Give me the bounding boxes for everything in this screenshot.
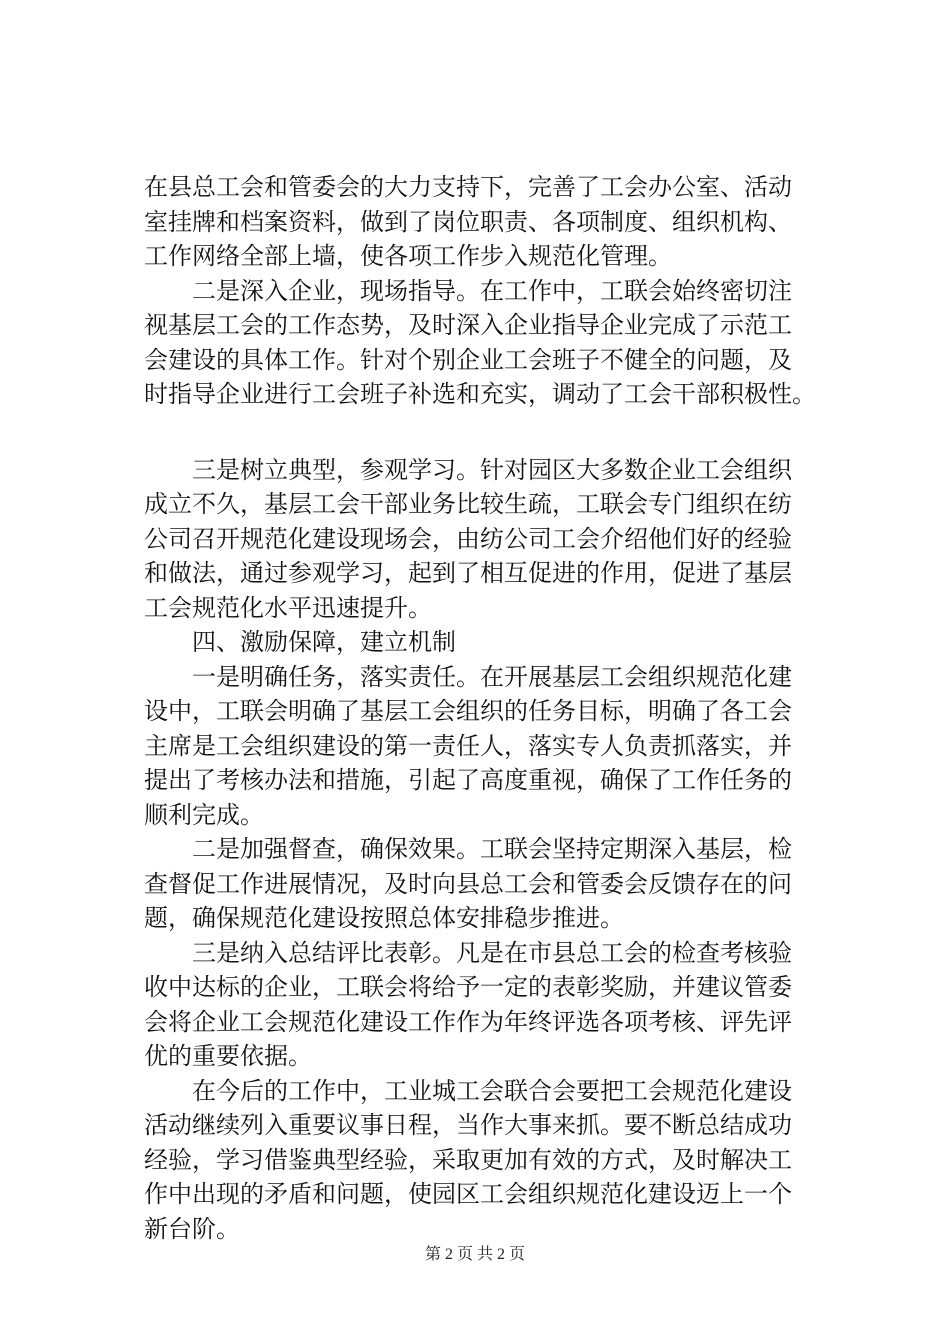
paragraph-start-line: 在今后的工作中，工业城工会联合会要把工会规范化建设 — [192, 1076, 792, 1105]
text-line: 公司召开规范化建设现场会，由纺公司工会介绍他们好的经验 — [144, 524, 792, 553]
paragraph-start-line: 二是加强督查，确保效果。工联会坚持定期深入基层，检 — [192, 835, 792, 863]
text-line: 在县总工会和管委会的大力支持下，完善了工会办公室、活动 — [144, 173, 792, 201]
paragraph-start-line: 二是深入企业，现场指导。在工作中，工联会始终密切注 — [192, 276, 792, 305]
text-line: 作中出现的矛盾和问题，使园区工会组织规范化建设迈上一个 — [144, 1180, 792, 1208]
text-line: 优的重要依据。 — [144, 1042, 312, 1070]
text-line: 工会规范化水平迅速提升。 — [144, 593, 432, 622]
text-line: 和做法，通过参观学习，起到了相互促进的作用，促进了基层 — [144, 559, 792, 587]
text-line: 会将企业工会规范化建设工作作为年终评选各项考核、评先评 — [144, 1007, 792, 1036]
document-body — [144, 170, 844, 1246]
text-line: 新台阶。 — [144, 1214, 240, 1243]
text-line: 提出了考核办法和措施，引起了高度重视，确保了工作任务的 — [144, 766, 792, 794]
text-line: 时指导企业进行工会班子补选和充实，调动了工会干部积极性。 — [144, 380, 816, 408]
text-line: 题，确保规范化建设按照总体安排稳步推进。 — [144, 904, 624, 932]
text-line: 会建设的具体工作。针对个别企业工会班子不健全的问题，及 — [144, 345, 792, 374]
paragraph-start-line: 三是树立典型，参观学习。针对园区大多数企业工会组织 — [192, 455, 792, 484]
paragraph-gap — [144, 412, 844, 453]
paragraph-start-line: 一是明确任务，落实责任。在开展基层工会组织规范化建 — [192, 662, 792, 691]
text-line: 查督促工作进展情况，及时向县总工会和管委会反馈存在的问 — [144, 869, 792, 898]
text-line: 主席是工会组织建设的第一责任人，落实专人负责抓落实，并 — [144, 731, 792, 760]
text-line: 顺利完成。 — [144, 800, 264, 829]
text-line: 活动继续列入重要议事日程，当作大事来抓。要不断总结成功 — [144, 1111, 792, 1139]
page-number-footer: 第 2 页 共 2 页 — [424, 1246, 525, 1263]
text-line: 成立不久，基层工会干部业务比较生疏，工联会专门组织在纺 — [144, 490, 792, 518]
paragraph-start-line: 三是纳入总结评比表彰。凡是在市县总工会的检查考核验 — [192, 938, 792, 967]
section-heading: 四、激励保障，建立机制 — [192, 628, 456, 656]
text-line: 视基层工会的工作态势，及时深入企业指导企业完成了示范工 — [144, 311, 792, 339]
text-line: 工作网络全部上墙，使各项工作步入规范化管理。 — [144, 242, 672, 270]
text-line: 收中达标的企业，工联会将给予一定的表彰奖励，并建议管委 — [144, 973, 792, 1001]
text-line: 经验，学习借鉴典型经验，采取更加有效的方式，及时解决工 — [144, 1145, 792, 1174]
text-line: 设中，工联会明确了基层工会组织的任务目标，明确了各工会 — [144, 697, 792, 725]
text-line: 室挂牌和档案资料，做到了岗位职责、各项制度、组织机构、 — [144, 207, 792, 236]
